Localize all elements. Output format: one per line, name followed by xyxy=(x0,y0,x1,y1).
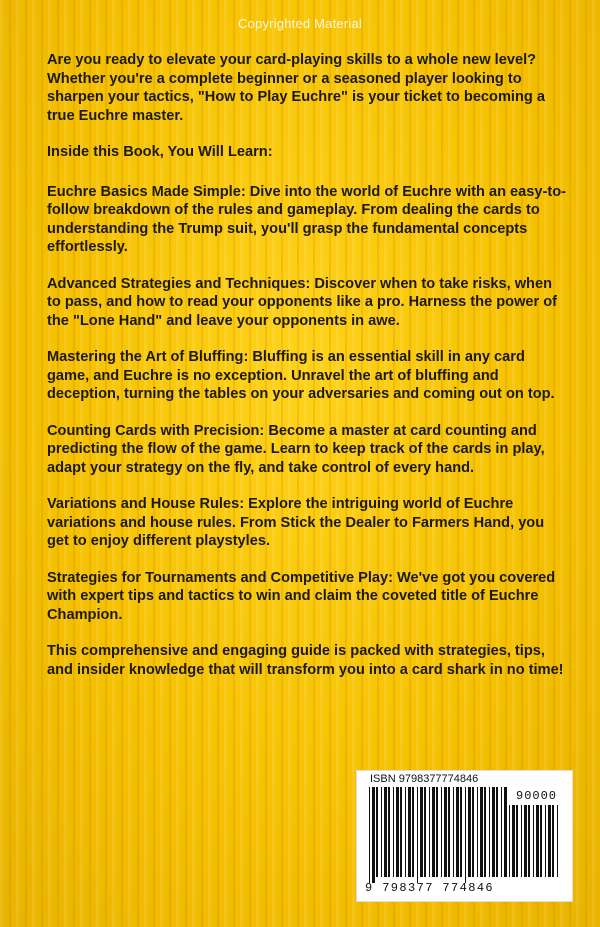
paragraph-variations: Variations and House Rules: Explore the intriguing world of Euchre variations and house rules. From Stick the Dealer to Farmers Hand, you get to enjoy different playstyles. xyxy=(47,496,545,549)
closing-paragraph: This comprehensive and engaging guide is packed with strategies, tips, and insider knowledge that will transform you into a card shark in no time! xyxy=(47,643,564,678)
paragraph-tournaments: Strategies for Tournaments and Competitive Play: We've got you covered with expert tips and tactics to win and claim the coveted title of Euchre Champion. xyxy=(47,569,556,623)
section-heading: Inside this Book, You Will Learn: xyxy=(47,144,273,160)
price-code: 90000 xyxy=(516,789,558,803)
paragraph-advanced: Advanced Strategies and Techniques: Discover when to take risks, when to pass, and how to read your opponents like a pro. Harness the power of the "Lone Hand" and leave your opponents in awe. xyxy=(47,275,558,329)
intro-paragraph: Are you ready to elevate your card-playing skills to a whole new level? Whether you're a complete beginner or a seasoned player looking to sharpen your tactics, "How to Play Euchre" is your ticket to becoming a true Euchre master. xyxy=(47,52,545,124)
isbn-label: ISBN 9798377774846 xyxy=(370,773,479,785)
price-barcode xyxy=(509,805,561,883)
paragraph-counting: Counting Cards with Precision: Become a master at card counting and predicting the flow of the game. Learn to keep track of the cards in play, adapt your strategy on the fly, and take control of every hand. xyxy=(47,422,545,476)
back-cover-text xyxy=(47,51,567,697)
ean-barcode xyxy=(369,787,509,883)
paragraph-basics: Euchre Basics Made Simple: Dive into the world of Euchre with an easy-to-follow breakdown of the rules and gameplay. From dealing the cards to understanding the Trump suit, you'll grasp the fundamental concepts effortlessly. xyxy=(47,183,566,255)
paragraph-bluffing: Mastering the Art of Bluffing: Bluffing is an essential skill in any card game, and Euchre is no exception. Unravel the art of bluffing and deception, turning the tables on your adversaries and coming out on top. xyxy=(47,349,555,402)
barcode-box xyxy=(356,770,573,902)
watermark: Copyrighted Material xyxy=(238,16,362,31)
barcode-digits: 9 798377 774846 xyxy=(365,881,495,895)
